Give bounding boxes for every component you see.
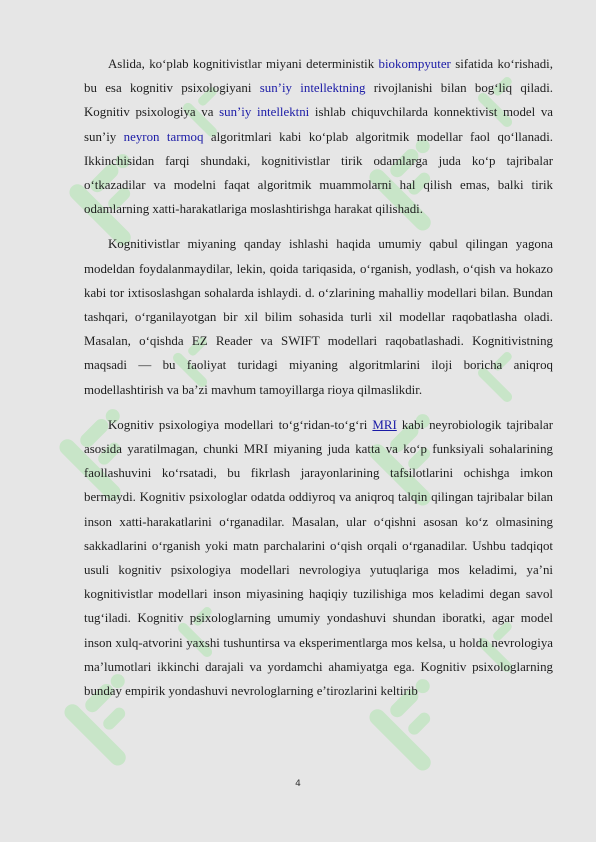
term-link-suniy-intellektni[interactable]: sun’iy intellektni (219, 105, 310, 120)
term-link-biokompyuter[interactable]: biokompyuter (378, 57, 451, 71)
page-number: 4 (295, 779, 301, 789)
paragraph-text: ishlab chiquvchilarda konnektivist model va sun’iy (84, 105, 554, 144)
paragraph-1 (84, 52, 553, 221)
paragraph-text: Aslida, ko‘plab kognitivistlar miyani deterministik (108, 57, 379, 71)
paragraph-text: algoritmlari kabi ko‘plab algoritmik modellar faol qo‘llanadi. Ikkinchisidan farqi shundaki, kognitivistlar tirik odamlarga juda ko‘p tajribalar o‘tkazadilar va modelni faqat algoritmik muammolarni hal qilish emas, balki tirik odamlarning xatti-harakatlariga moslashtirishga harakat qilishadi. (84, 129, 554, 217)
paragraph-text: Kognitivistlar miyaning qanday ishlashi haqida umumiy qabul qilingan yagona modeldan foydalanmaydilar, lekin, qoida tariqasida, o‘rganish, yodlash, o‘qish va hokazo kabi tor ixtisoslashgan sohalarda ishlaydi. d. o‘zlarining mahalliy modellari bilan. Bundan tashqari, o‘rganilayotgan bir xil bilim sohasida turli xil modellar raqobatlasha oladi. Masalan, o‘qishda EZ Reader va SWIFT modellari raqobatlashadi. Kognitivistning maqsadi — bu faoliyat turidagi miyaning algoritmlarini iloji boricha aniqroq modellashtirish va ba’zi mavhum tamoyillarga rioya qilmaslikdir. (84, 237, 553, 397)
paragraph-3 (84, 413, 553, 703)
paragraph-text: rivojlanishi bilan bog‘liq qiladi. Kognitiv psixologiya va (84, 81, 554, 120)
paragraph-2 (84, 232, 553, 401)
paragraph-text: kabi neyrobiologik tajribalar asosida yaratilmagan, chunki MRI miyaning juda katta va ko‘p funksiyali sohalarining faollashuvini ko‘rsatadi, bu fikrlash jarayonlarining tafsilotlarini ochishga imkon bermaydi. Kognitiv psixologlar odatda oddiyroq va aniqroq talqin qilingan tajribalar bilan inson xatti-harakatlarini o‘rganadilar. Masalan, ular o‘qishni asosan ko‘z olmasining sakkadlarini o‘rganish yoki matn parchalarini o‘qish orqali o‘rganadilar. Ushbu tadqiqot usuli kognitiv psixologiya modellari nevrologiya yutuqlariga mos keladimi, ya’ni kognitivistlar modellari inson miyasining haqiqiy tuzilishiga mos keladimi degan savol tug‘iladi. Kognitiv psixologlarning umumiy yondashuvi shundan iboratki, agar model inson xulq-atvorini yaxshi tushuntirsa va eksperimentlarga mos kelsa, u holda nevrologiya ma’lumotlari ikkinchi darajali va yordamchi ahamiyatga ega. Kognitiv psixologlarning bunday empirik yondashuvi nevrologlarning e’tirozlarini keltirib (84, 417, 553, 699)
paragraph-text: sifatida ko‘rishadi, bu esa kognitiv psixologiyani (84, 57, 553, 96)
paragraph-text: Kognitiv psixologiya modellari to‘g‘ridan-to‘g‘ri (108, 417, 373, 432)
term-link-neyron-tarmoq[interactable]: neyron tarmoq (123, 129, 204, 144)
document-body (84, 52, 553, 714)
term-link-suniy-intellektning[interactable]: sun’iy intellektning (259, 81, 366, 96)
term-link-mri[interactable]: MRI (372, 417, 397, 432)
